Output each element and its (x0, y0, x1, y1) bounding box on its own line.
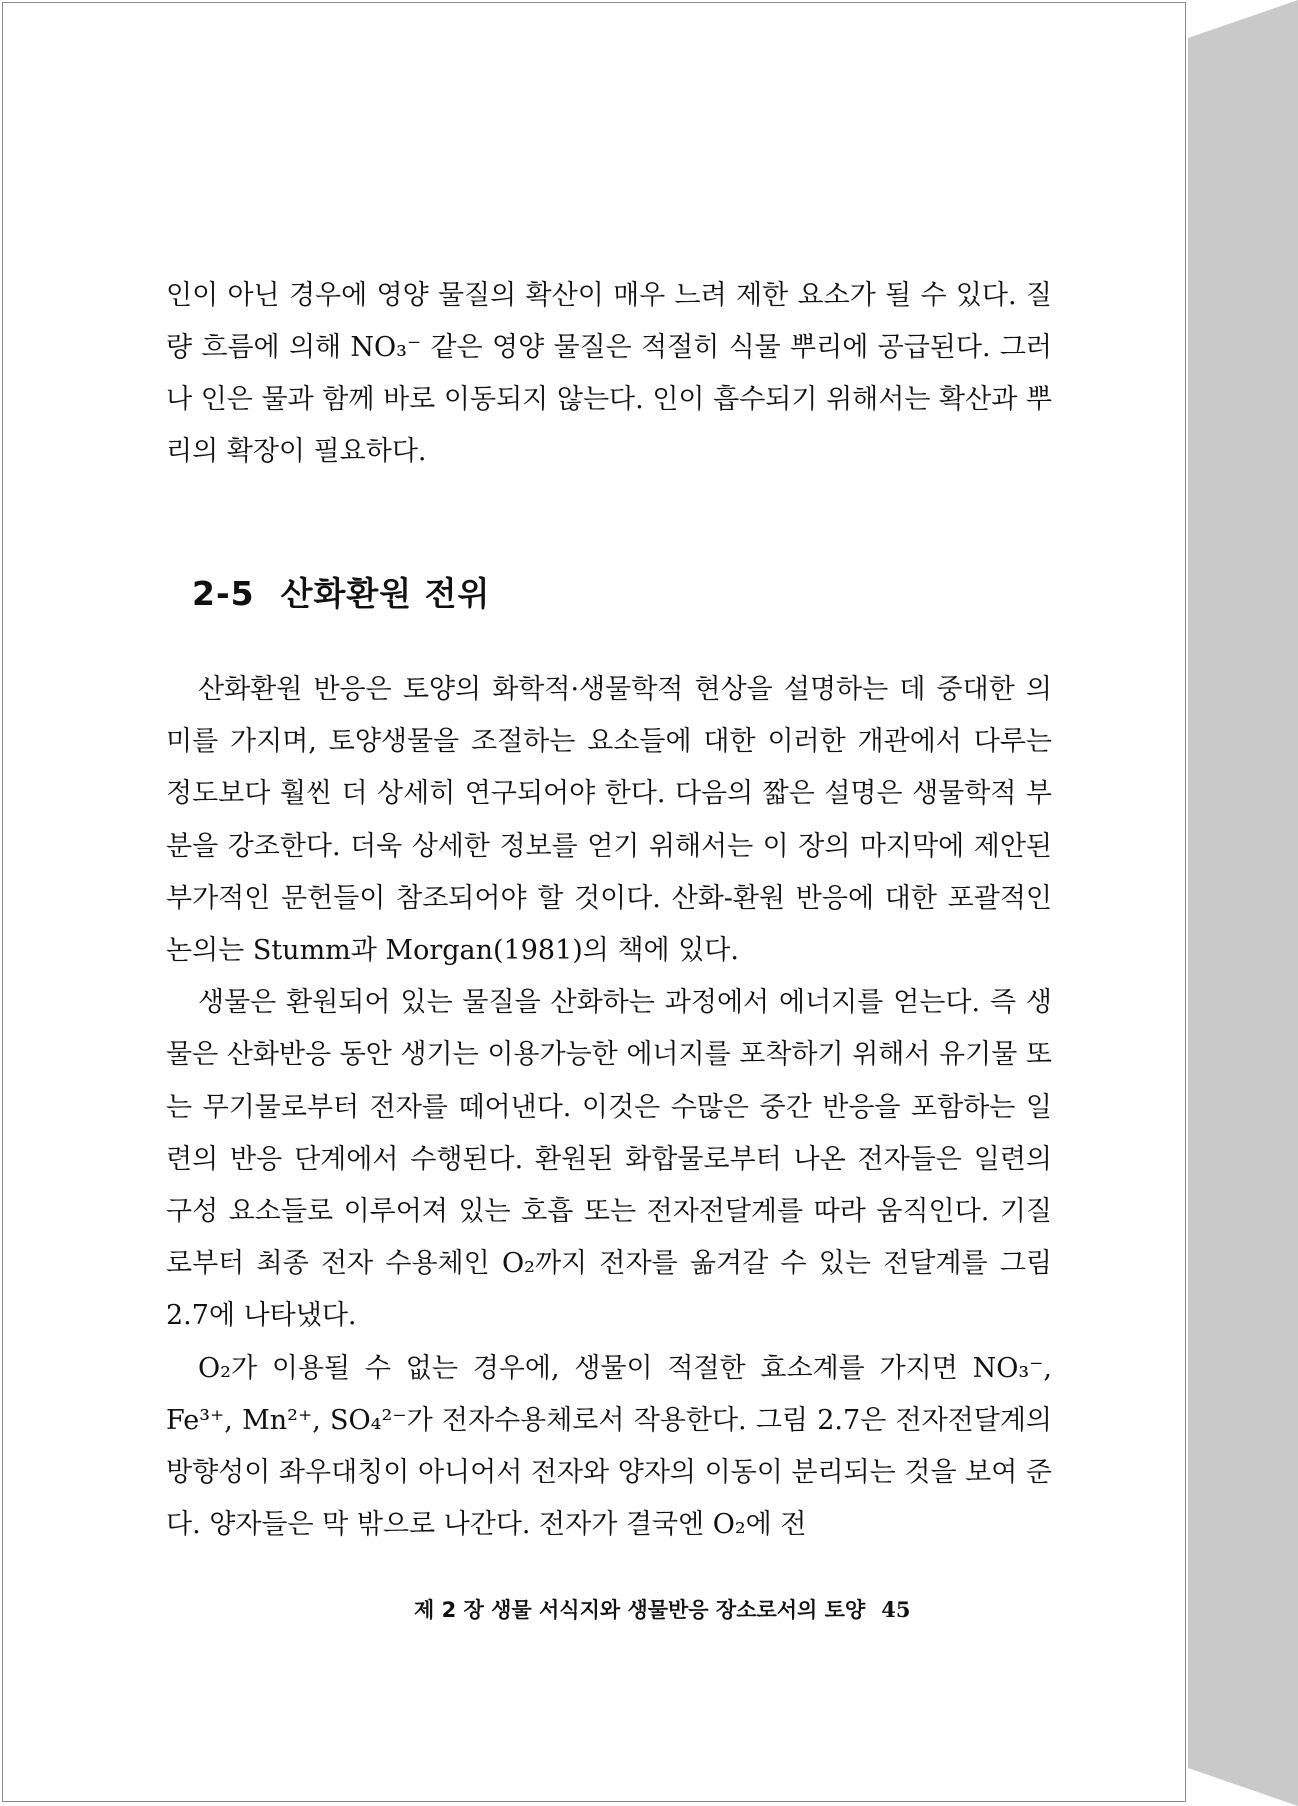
section-heading (192, 568, 490, 615)
paragraph-3: O₂가 이용될 수 없는 경우에, 생물이 적절한 효소계를 가지면 NO₃⁻, Fe³⁺, Mn²⁺, SO₄²⁻가 전자수용체로서 작용한다. 그림 2.7은 전자전달계의 방향성이 좌우대칭이 아니어서 전자와 양자의 이동이 분리되는 것을 보여 준다. 양자들은 막 밖으로 나간다. 전자가 결국엔 O₂에 전 (166, 1352, 1052, 1541)
book-edge-top-cut (1188, 0, 1298, 38)
paragraph-continued: 인이 아닌 경우에 영양 물질의 확산이 매우 느려 제한 요소가 될 수 있다. 질량 흐름에 의해 NO₃⁻ 같은 영양 물질은 적절히 식물 뿌리에 공급된다. 그러나 인은 물과 함께 바로 이동되지 않는다. 인이 흡수되기 위해서는 확산과 뿌리의 확장이 필요하다. (166, 280, 1052, 467)
paragraph-1: 산화환원 반응은 토양의 화학적·생물학적 현상을 설명하는 데 중대한 의미를 가지며, 토양생물을 조절하는 요소들에 대한 이러한 개관에서 다루는 정도보다 훨씬 더 상세히 연구되어야 한다. 다음의 짧은 설명은 생물학적 부분을 강조한다. 더욱 상세한 정보를 얻기 위해서는 이 장의 마지막에 제안된 부가적인 문헌들이 참조되어야 할 것이다. 산화-환원 반응에 대한 포괄적인 논의는 Stumm과 Morgan(1981)의 책에 있다. (166, 674, 1052, 967)
running-title: 제 2 장 생물 서식지와 생물반응 장소로서의 토양 (414, 1598, 866, 1622)
section-title: 산화환원 전위 (280, 574, 491, 613)
continued-text (166, 270, 1052, 478)
paragraph-2: 생물은 환원되어 있는 물질을 산화하는 과정에서 에너지를 얻는다. 즉 생물은 산화반응 동안 생기는 이용가능한 에너지를 포착하기 위해서 유기물 또는 무기물로부터 전자를 떼어낸다. 이것은 수많은 중간 반응을 포함하는 일련의 반응 단계에서 수행된다. 환원된 화합물로부터 나온 전자들은 일련의 구성 요소들로 이루어져 있는 호흡 또는 전자전달계를 따라 움직인다. 기질로부터 최종 전자 수용체인 O₂까지 전자를 옮겨갈 수 있는 전달계를 그림 2.7에 나타냈다. (166, 987, 1052, 1332)
page-footer (414, 1594, 1014, 1624)
book-edge-bottom-cut (1188, 1768, 1298, 1806)
section-number: 2-5 (192, 574, 255, 613)
page-number: 45 (881, 1597, 911, 1622)
section-body (166, 664, 1052, 1551)
book-page-edge (1188, 0, 1298, 1806)
